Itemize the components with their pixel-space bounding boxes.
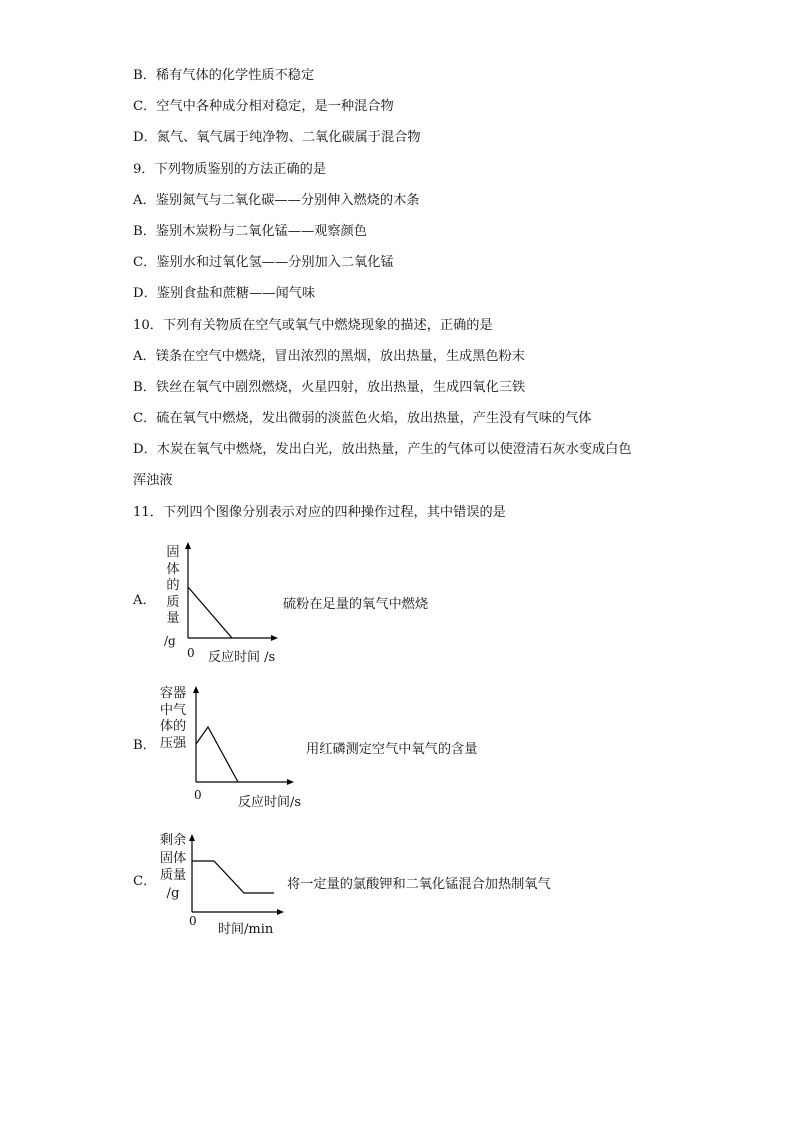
graph-a-option: A．	[133, 593, 156, 608]
line-c-air-mixture: C．空气中各种成分相对稳定，是一种混合物	[133, 99, 394, 114]
graph-b-option: B．	[133, 738, 156, 753]
q10-option-a: A．镁条在空气中燃烧，冒出浓烈的黑烟，放出热量，生成黑色粉末	[133, 349, 525, 364]
graph-b-xlabel: 反应时间/s	[238, 795, 302, 810]
graph-a-yunit: /g	[164, 634, 176, 648]
q10-option-d: D．木炭在氧气中燃烧，发出白光，放出热量，产生的气体可以使澄清石灰水变成白色	[133, 442, 632, 457]
graph-a-curve	[188, 587, 232, 638]
question-10: 10．下列有关物质在空气或氧气中燃烧现象的描述，正确的是	[133, 318, 493, 333]
graph-b-desc: 用红磷测定空气中氧气的含量	[306, 742, 478, 757]
graph-b-origin: 0	[194, 788, 202, 802]
q10-option-b: B．铁丝在氧气中剧烈燃烧，火星四射，放出热量，生成四氧化三铁	[133, 380, 526, 395]
line-b-rare-gas: B．稀有气体的化学性质不稳定	[133, 68, 315, 83]
graph-c-ylabel: 剩余 固体 质量 /g	[159, 833, 187, 901]
q9-option-c: C．鉴别水和过氧化氢——分别加入二氧化锰	[133, 255, 394, 270]
graph-c-curve	[192, 861, 274, 893]
graph-c-xlabel: 时间/min	[218, 922, 274, 937]
graph-b-curve	[196, 727, 238, 782]
graph-c-option: C．	[133, 874, 157, 889]
q10-option-d-cont: 浑浊液	[133, 473, 173, 488]
q9-option-b: B．鉴别木炭粉与二氧化锰——观察颜色	[133, 224, 367, 239]
line-d-nitrogen-oxygen: D．氮气、氧气属于纯净物、二氧化碳属于混合物	[133, 130, 421, 145]
q9-option-a: A．鉴别氮气与二氧化碳——分别伸入燃烧的木条	[133, 193, 420, 208]
question-9: 9．下列物质鉴别的方法正确的是	[133, 162, 327, 177]
q9-option-d: D．鉴别食盐和蔗糖——闻气味	[133, 286, 316, 301]
graph-c-desc: 将一定量的氯酸钾和二氧化锰混合加热制氧气	[287, 877, 551, 892]
graph-c-origin: 0	[189, 914, 197, 928]
graph-a-xlabel: 反应时间 /s	[208, 650, 276, 665]
graph-c	[156, 830, 296, 940]
graph-b-ylabel: 容器 中气 体的 压强	[159, 686, 187, 751]
graph-b	[156, 684, 306, 809]
question-11: 11．下列四个图像分别表示对应的四种操作过程，其中错误的是	[133, 505, 506, 520]
graph-a-origin: 0	[187, 646, 195, 660]
graph-a	[160, 540, 290, 665]
graph-a-ylabel: 固 体 的 质 量	[166, 545, 180, 626]
q10-option-c: C．硫在氧气中燃烧，发出微弱的淡蓝色火焰，放出热量，产生没有气味的气体	[133, 411, 592, 426]
graph-a-desc: 硫粉在足量的氧气中燃烧	[283, 597, 429, 612]
